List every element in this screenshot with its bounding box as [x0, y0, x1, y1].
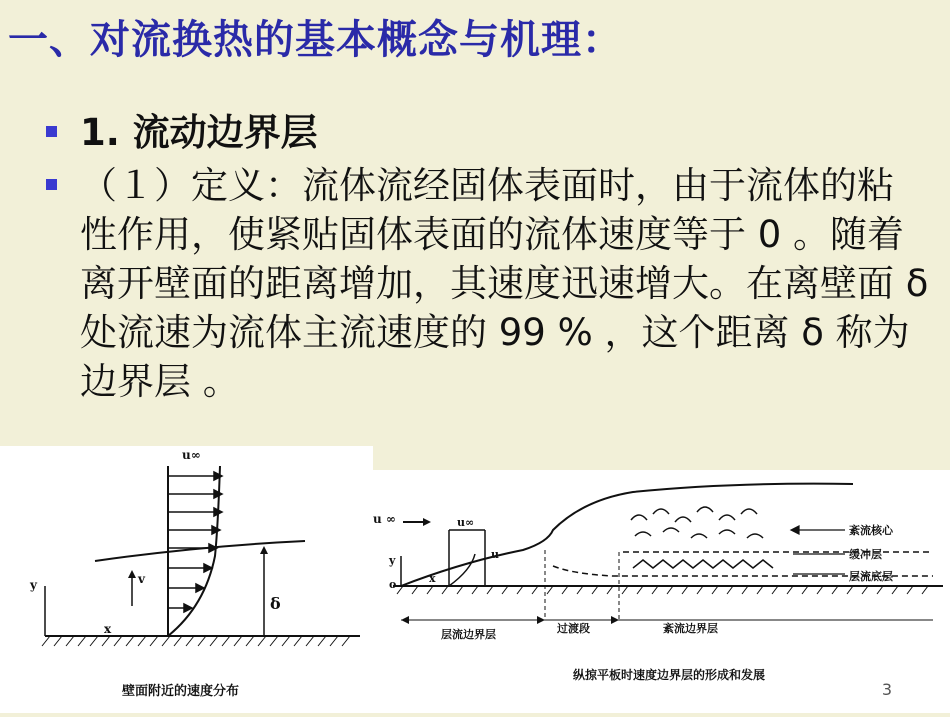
boundary-layer-development-figure [373, 470, 950, 713]
turbulent-bl-label: 紊流边界层 [663, 622, 718, 635]
v-label: v [138, 572, 145, 586]
laminar-bl-label: 层流边界层 [441, 628, 496, 641]
u-profile-label: u [491, 548, 499, 561]
left-figure-caption: 壁面附近的速度分布 [122, 684, 240, 699]
slide-title: 一、对流换热的基本概念与机理： [8, 16, 623, 63]
transition-label: 过渡段 [557, 622, 590, 635]
bullet-text-2: （１）定义：流体流经固体表面时，由于流体的粘性作用，使紧贴固体表面的流体速度等于 0 。随着离开壁面的距离增加，其速度迅速增大。在离壁面 δ 处流速为流体主流速度的 99 % ，这个距离 δ 称为边界层 。 [80, 164, 929, 403]
page-number: 3 [881, 680, 892, 699]
buffer-layer-label: 缓冲层 [849, 548, 882, 561]
bullet-item-1 [40, 108, 930, 157]
u-inf-profile-label: u∞ [457, 516, 475, 529]
velocity-distribution-figure [0, 446, 373, 713]
bullet-item-2 [40, 161, 930, 406]
bullet-square-icon [46, 126, 57, 137]
turbulent-core-label: 紊流核心 [849, 524, 893, 537]
bullet-square-icon [46, 179, 57, 190]
y-axis-label: y [389, 554, 396, 567]
right-figure-caption: 纵掠平板时速度边界层的形成和发展 [573, 668, 766, 682]
x-axis-label: x [104, 622, 112, 636]
velocity-distribution-diagram [0, 446, 373, 713]
bullet-text-1: 1. 流动边界层 [80, 111, 318, 154]
delta-label: δ [270, 594, 281, 613]
u-inf-incoming-label: u ∞ [373, 512, 396, 526]
u-inf-label: u∞ [182, 448, 201, 462]
y-axis-label: y [30, 578, 37, 592]
bullet-list [40, 108, 930, 410]
x-axis-label: x [429, 572, 436, 585]
laminar-sublayer-label: 层流底层 [849, 570, 893, 583]
origin-label: o [389, 578, 397, 591]
